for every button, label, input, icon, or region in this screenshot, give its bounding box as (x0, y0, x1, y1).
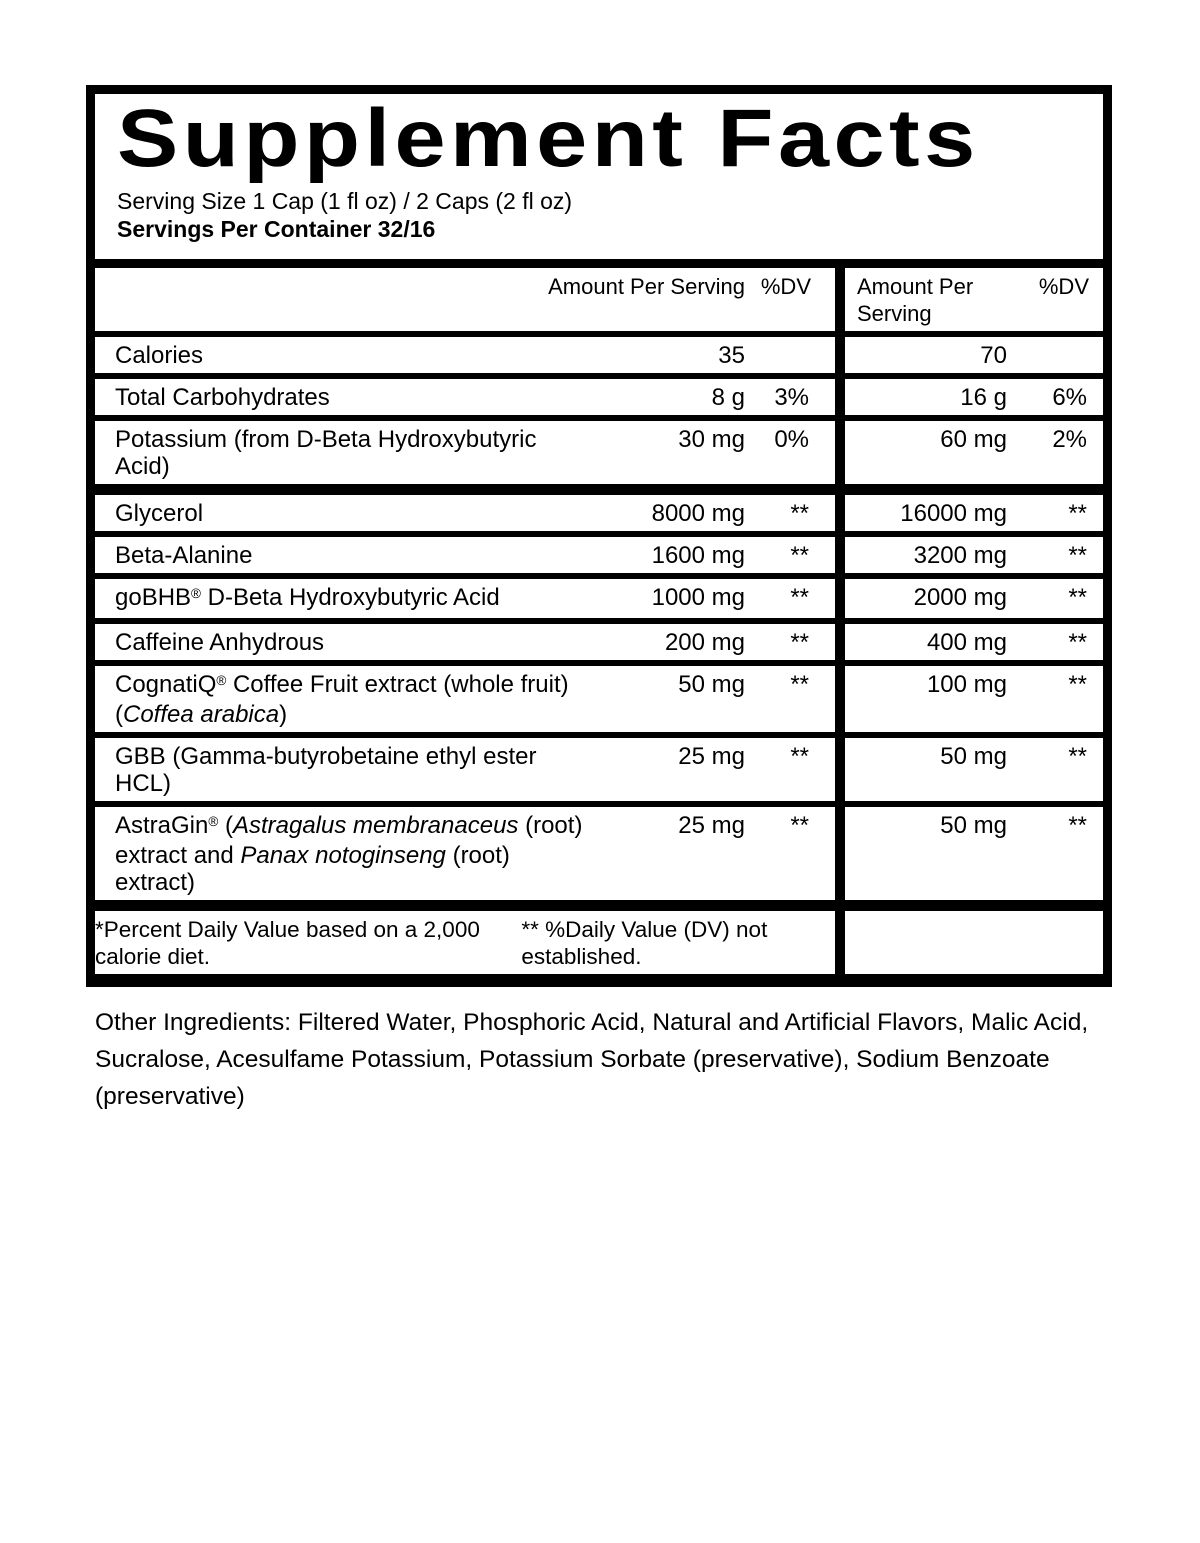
row-astragin (95, 807, 835, 900)
row-potassium (95, 421, 835, 484)
facts-table (95, 259, 1103, 978)
ingredient-name (95, 500, 595, 527)
row-gbb-serving2 (845, 738, 1103, 801)
species-name: Coffea arabica (123, 700, 280, 728)
name-text: Caffeine Anhydrous (115, 628, 325, 656)
amount-per-serving-value-2: 70 (980, 341, 1007, 369)
row-beta-alanine (95, 537, 835, 573)
page-title: Supplement Facts (117, 93, 980, 184)
amount-per-serving-value-1: 1000 mg (651, 583, 745, 611)
name-text: Potassium (from D-Beta Hydroxybutyric Acid) (115, 425, 537, 480)
amount-per-serving-header-2: Amount Per Serving (857, 273, 974, 326)
title-section (95, 94, 1103, 259)
dv-header-2: %DV (1038, 273, 1089, 299)
name-text: ( (218, 811, 233, 839)
name-text: AstraGin (115, 811, 209, 839)
dv-value-1: ** (790, 742, 809, 770)
ingredient-name (95, 812, 595, 896)
amount-per-serving-value-1: 50 mg (678, 670, 745, 698)
footnote-cell-empty (845, 911, 1103, 974)
species-name: Panax notoginseng (240, 841, 446, 869)
row-potassium-serving2 (845, 421, 1103, 484)
species-name: Astragalus membranaceus (232, 811, 519, 839)
ingredient-name (95, 671, 595, 728)
name-text: (root) extract and (115, 811, 583, 869)
row-beta-alanine-serving2 (845, 537, 1103, 573)
dv-value-1: ** (790, 499, 809, 527)
ingredient-name (95, 542, 595, 569)
dv-value-2: ** (1068, 628, 1087, 656)
name-text: Calories (115, 341, 204, 369)
dv-value-1: ** (790, 670, 809, 698)
row-cognatiq-serving2 (845, 666, 1103, 732)
dv-value-1: ** (790, 583, 809, 611)
name-text: (root) extract) (115, 841, 510, 896)
amount-per-serving-value-1: 30 mg (678, 425, 745, 453)
row-glycerol (95, 495, 835, 531)
row-caffeine-anhydrous (95, 624, 835, 660)
amount-per-serving-value-1: 35 (718, 341, 745, 369)
amount-per-serving-header-1: Amount Per Serving (548, 273, 745, 299)
amount-per-serving-value-2: 2000 mg (913, 583, 1007, 611)
serving-size-line: Serving Size 1 Cap (1 fl oz) / 2 Caps (2 fl oz) (117, 187, 573, 214)
divider-thick (95, 900, 1103, 911)
ingredient-name (95, 342, 595, 369)
amount-per-serving-value-2: 3200 mg (913, 541, 1007, 569)
table-header-left (95, 268, 835, 331)
divider (95, 484, 1103, 495)
amount-per-serving-value-1: 1600 mg (651, 541, 745, 569)
registered-mark: ® (208, 813, 219, 829)
name-text: CognatiQ (115, 670, 217, 698)
name-text: ) (279, 700, 288, 728)
dv-value-2: ** (1068, 670, 1087, 698)
row-calories-serving2 (845, 337, 1103, 373)
name-text: Glycerol (115, 499, 204, 527)
ingredient-name (95, 584, 595, 614)
servings-per-container-line: Servings Per Container 32/16 (117, 215, 436, 242)
dv-value-1: ** (790, 811, 809, 839)
ingredient-name (95, 426, 595, 480)
name-text: GBB (Gamma-butyrobetaine ethyl ester HCL) (115, 742, 537, 797)
other-ingredients-text: Other Ingredients: Filtered Water, Phosphoric Acid, Natural and Artificial Flavors, Malic Acid, Sucralose, Acesulfame Potassium, Potassium Sorbate (preservative), Sodium Benzoate (preservative) (95, 1008, 1089, 1110)
dv-value-2: ** (1068, 811, 1087, 839)
dv-value-2: 2% (1052, 425, 1087, 453)
dv-value-2: 6% (1052, 383, 1087, 411)
name-text: Beta-Alanine (115, 541, 253, 569)
amount-per-serving-value-2: 100 mg (926, 670, 1007, 698)
footnote-cell (95, 911, 835, 974)
amount-per-serving-value-2: 400 mg (926, 628, 1007, 656)
registered-mark: ® (216, 672, 227, 688)
row-glycerol-serving2 (845, 495, 1103, 531)
amount-per-serving-value-1: 8000 mg (651, 499, 745, 527)
amount-per-serving-value-1: 8 g (711, 383, 745, 411)
dv-value-1: 3% (774, 383, 809, 411)
dv-value-2: ** (1068, 541, 1087, 569)
dv-header-1: %DV (760, 273, 811, 299)
dv-value-1: ** (790, 541, 809, 569)
amount-per-serving-value-1: 200 mg (664, 628, 745, 656)
footnote-line-1: *Percent Daily Value based on a 2,000 calorie diet. (95, 916, 480, 969)
row-gobhb-serving2 (845, 579, 1103, 618)
ingredient-name (95, 629, 595, 656)
row-gbb (95, 738, 835, 801)
registered-mark: ® (191, 585, 201, 601)
dv-value-2: ** (1068, 742, 1087, 770)
ingredient-name (95, 743, 595, 797)
dv-value-1: 0% (774, 425, 809, 453)
dv-value-2: ** (1068, 583, 1087, 611)
row-total-carbohydrates-serving2 (845, 379, 1103, 415)
amount-per-serving-value-1: 25 mg (678, 742, 745, 770)
table-header-right (845, 268, 1103, 331)
amount-per-serving-value-2: 60 mg (940, 425, 1007, 453)
name-text: Total Carbohydrates (115, 383, 330, 411)
row-calories (95, 337, 835, 373)
footnote-line-2: ** %Daily Value (DV) not established. (521, 916, 768, 969)
row-astragin-serving2 (845, 807, 1103, 900)
row-caffeine-anhydrous-serving2 (845, 624, 1103, 660)
dv-value-1: ** (790, 628, 809, 656)
dv-value-2: ** (1068, 499, 1087, 527)
amount-per-serving-value-1: 25 mg (678, 811, 745, 839)
amount-per-serving-value-2: 16 g (960, 383, 1007, 411)
row-cognatiq (95, 666, 835, 732)
amount-per-serving-value-2: 50 mg (940, 742, 1007, 770)
row-total-carbohydrates (95, 379, 835, 415)
row-gobhb (95, 579, 835, 618)
name-text: Coffee Fruit extract (whole fruit) ( (115, 670, 569, 728)
ingredient-name (95, 384, 595, 411)
facts-panel (86, 85, 1112, 987)
name-text: goBHB (115, 583, 192, 611)
name-text: D-Beta Hydroxybutyric Acid (200, 583, 500, 611)
amount-per-serving-value-2: 16000 mg (900, 499, 1007, 527)
amount-per-serving-value-2: 50 mg (940, 811, 1007, 839)
